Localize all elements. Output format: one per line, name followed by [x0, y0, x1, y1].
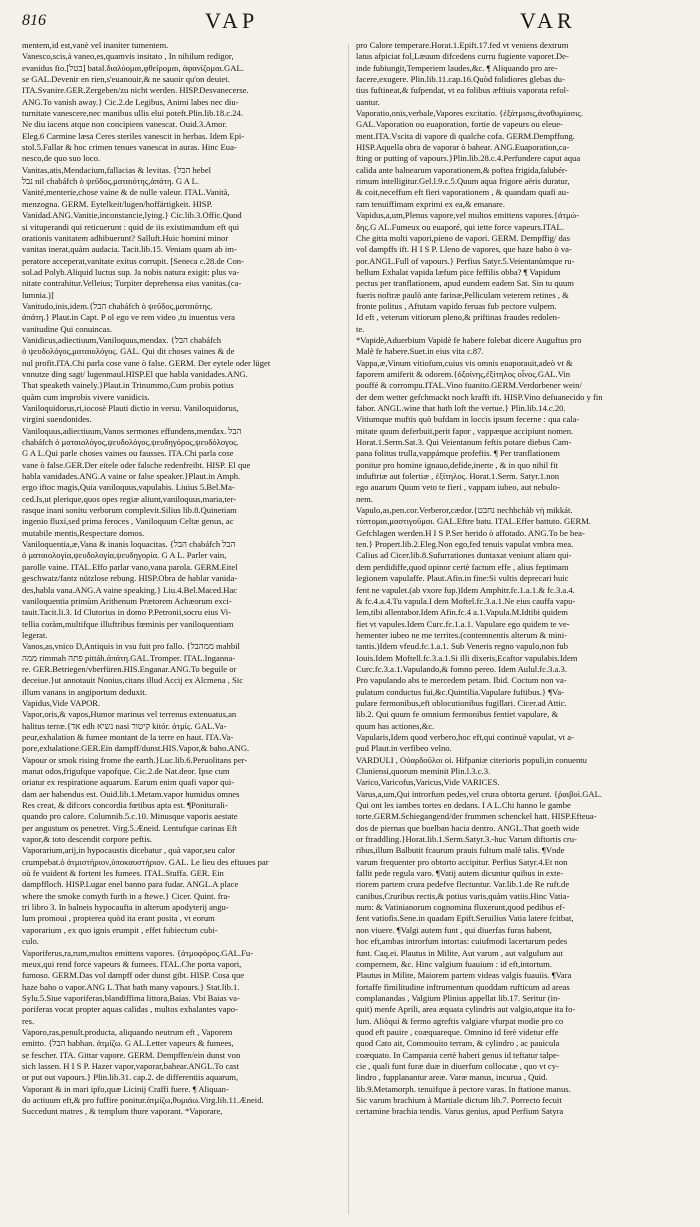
text-line: Varico,Varicofus,Varicus,Vide VARICES. [356, 777, 500, 788]
text-line: ὁ ψευδολόγος,ματαιολόγος. GAL. Qui dit choses vaines & de [22, 346, 235, 357]
text-line: te. [356, 323, 365, 334]
text-line: illum vanans in angiportum deduxit. [22, 686, 147, 697]
text-line: pectus per tranflationem, apud eundem eadem Sat. Sin tu quum [356, 278, 574, 289]
text-line: ergo iftoc magis,Quia vaniloquus,vapulabis. Liuius 5.Bel.Ma- [22, 482, 235, 493]
text-line: emitto. {הבל habhan. ἀτμίζω. G AL.Letter vapeurs & fumees, [22, 1038, 234, 1049]
text-line: se GAL.Devenir en rien,s'euanouir,& ne sauoir qu'on deuiet. [22, 74, 230, 85]
text-line: ponitur pro homine ignauo,defide,inerte , & in quo nihil fit [356, 459, 558, 470]
text-line: canibus,Cruribus rectis,& potius varis,quàm vatiis.Hinc Vatia- [356, 890, 570, 901]
text-line: Varus,a,um,Qui introrfum pedes,vel crura obtorta gerunt. {ῥαιβοὶ.GAL. [356, 788, 603, 799]
text-line: vaniloquentia primùm Arithenum Prætorem Achæorum exci- [22, 595, 232, 606]
text-line: τύπτομαι,μαστιγοῦμαι. GAL.Eftre batu. ITAL.Effer battuto. GERM. [356, 516, 591, 527]
text-line: tius fuftineat,& fufpendat, vt ea folibus æftiuis vaporata refol- [356, 85, 569, 96]
text-line: ingenio fluxi,sed prima feroces , Vaniloquum Celtæ genus, ac [22, 516, 234, 527]
text-line: vaporarium , ex quo ignis erumpit , effet fubiectum cubi- [22, 924, 218, 935]
text-line: haze baho o vapor.ANG L.That bath many vapours.} Stat.lib.1. [22, 981, 240, 992]
text-line: pore,exhalatione.GER.Ein dampff/dunst.HIS.Vapor,& baho.ANG. [22, 743, 250, 754]
text-line: ten.} Propert.lib.2.Eleg.Non ego,fed tenuis vapulat vmbra mea. [356, 539, 574, 550]
text-line: dam aer habendus est. Ouid.lib.1.Metam.vapor humidus omnes [22, 788, 240, 799]
text-line: où fe vuident & fortent les fumees. ITAL.Stuffa. GER. Ein [22, 868, 224, 879]
text-line: vnnutze ding sagt/ lugenmaul.HISP.El que habla vanidades.ANG. [22, 368, 248, 379]
text-line: geschwatz/fantz nützlose rebung. HISP.Obra de hablar vanida- [22, 573, 238, 584]
text-line: non viuere. ¶Valgi autem funt , qui diuerfas furas habent, [356, 924, 552, 935]
text-line: Ne diu iacens atque non concipiens vanescat. Ouid.3.Amor. [22, 119, 227, 130]
text-line: ram tenuiffimam exprimi ex ea,& emanare. [356, 198, 505, 209]
text-line: riorem partem crura pedefve flectuntur. Var.lib.1.de Re ruft.de [356, 879, 570, 890]
text-line: nitate contrahitur.Velleius; Turpiter deprehensa eius vanitas.(ca- [22, 278, 242, 289]
text-line: lum. Aliòqui & fermo agreftis valgiare vfurpat modie pro co [356, 1015, 564, 1026]
text-line: fent vatiofis.Sene.in quadam Epift.Seruilius Vatia latere fcitbat, [356, 913, 574, 924]
text-line: num: & Vatinianorum cognomina fluxerunt,quod pedibus ef- [356, 902, 566, 913]
text-line: virgini suendonides. [22, 414, 92, 425]
text-line: lib.2. Qui quum fe omnium fermonibus fentiet vapulare, & [356, 709, 559, 720]
text-line: vanitudine Qui conuincas. [22, 323, 112, 334]
text-line: Res creat, & difcors concordia fœtibus apta est. ¶Poniturali- [22, 800, 228, 811]
text-line: halitus terræ.{אד edh נשיא nasi קיטור kitór. ἀτμίς. GAL.Va- [22, 720, 227, 731]
text-line: quando pro calore. Columnib.5.c.10. Minusque vaporis aestate [22, 811, 238, 822]
text-line: Vaporiferus,ra,rum,multos emittens vapores. {ἀτμοφόρος.GAL.Fu- [22, 947, 254, 958]
text-line: ced.Is,ut plerique,quos opes regiæ aliunt,vaniloquus,maria,ter- [22, 493, 237, 504]
text-line: der dem wetter gefchmackt noch krafft ift. HISP.Vino defuanecido y fin [356, 391, 603, 402]
guide-word-left: VAP [205, 8, 259, 33]
text-line: Vanitudo,inis,idem.{הבל chabáfch ὁ ψεῦδος,ματαιότης. [22, 300, 213, 311]
text-line: turnitate vanescere,nec manibus ullis elui poteft.Plin.lib.18.c.24. [22, 108, 243, 119]
column-divider [348, 44, 349, 1214]
text-line: *Vapidè,Aduerbium Vapidè fe habere folebat dicere Auguftus pro [356, 334, 582, 345]
text-line: fortaffe fimilitudine inftrumentum quoddam rufticum ad areas [356, 981, 570, 992]
text-line: induftriæ aut folertiæ , ἐξίτηλος. Horat.1.Serm. Satyr.1.non [356, 471, 560, 482]
text-line: Iouis.Idem Moftell.fc.3.a.1.Si illi dixeris,Ecaftor vapulabis.Idem [356, 652, 578, 663]
text-line: vol dampffs ift. H I S P. Lleno de vapores, que haze baho ò va- [356, 244, 572, 255]
text-line: pouffé & corrompu.ITAL.Vino fuanito.GERM.Verdorbener wein/ [356, 380, 582, 391]
text-line: latus afpiciat fol,Læuum difcedens curru fugiente vaporet.De- [356, 51, 569, 62]
text-line: dem perdidiffe,quod opinor certè factum effe , alius feptimam [356, 561, 569, 572]
text-line: Curc.fc.3.a.1.Vapulando,& fomno pereo. Idem Aulul.fc.3.a.3. [356, 663, 567, 674]
text-line: Vanité,menterie,chose vaine & de nulle valeur. ITAL.Vanità, [22, 187, 230, 198]
text-line: ἀπάτη.} Plaut.in Capt. P ol ego ve rem video ,tu inuentus vera [22, 312, 235, 323]
text-line: facere,exugere. Plin.lib.11.cap.16.Quòd folidiores glebas du- [356, 74, 565, 85]
text-line: sich lassen. H I S P. Hazer vapor,vaporar,bahear.ANGL.To cast [22, 1060, 239, 1071]
text-line: lumnia.)] [22, 289, 54, 300]
text-line: parolle vaine. ITAL.Effo parlar vano,vana parola. GERM.Eitel [22, 561, 238, 572]
text-line: mentem,id est,vanè vel inaniter tumentem. [22, 40, 169, 50]
text-line: Plautus in Milite, Maiorem partem videas valgis fuauiis. ¶Vara [356, 970, 572, 981]
text-line: lindro , fupplanantur areæ. Varæ manus, incurua , Quid. [356, 1072, 548, 1083]
text-line: orationis vanitatem adhibuerunt? Salluft.Huic homini minor [22, 232, 229, 243]
text-line: Vaporant & in mari ipfo,quæ Licinij Craffi fuere. ¶ Aliquan- [22, 1083, 229, 1094]
text-line: rasque inani sonitu verborum complevit.Silius lib.8.Quinetiam [22, 505, 237, 516]
text-line: Succedunt matres , & templum thure vaporant. *Vaporare, [22, 1106, 223, 1117]
text-line: inde fubiungit,Temperiem laudes,&c. ¶ Aliquando pro are- [356, 62, 558, 73]
text-line: faporem amiferit & odorem.{ὀξοίνης,ἐξίτηλος οἶνος.GAL.Vin [356, 368, 571, 379]
text-line: vane ò false.GER.Der eitele oder falsche redenfreibt. HISP. El que [22, 459, 251, 470]
text-line: pud Plaut.in verfibeo velno. [356, 743, 452, 754]
text-line: Qui ont les iambes tortes en dedans. I A L.Chi hanno le gambe [356, 800, 571, 811]
text-line: do actiuum eft,& pro fuffire ponitur.ἀτμίζω,θυμιάω.Virg.lib.11.Æneid. [22, 1094, 264, 1105]
text-line: peur,exhalation & fumee montant de la terre en haut. ITA.Va- [22, 731, 234, 742]
text-line: hementer iubeo ne me territes.(contemnentis alterum & mini- [356, 629, 567, 640]
page-header [0, 6, 700, 40]
text-line: & fc.4.a.4.Tu vapula.I dem Moftel.fc.3.a.1.Ne eius cauffa vapu- [356, 595, 576, 606]
text-line: ITA.Svanire.GER.Zergeben/zu nicht werden. HISP.Desvanecerse. [22, 85, 249, 96]
text-line: Vapularis,Idem quod verbero,hoc eft,qui continuè vapulat, vt a- [356, 731, 574, 742]
guide-word-right: VAR [520, 8, 576, 33]
text-line: tellia coràm,multifque illuftribus fœminis per vaniloquentiam [22, 618, 234, 629]
text-line: tri libro 3. In balneis hypocaufta in alterum apodyterij angu- [22, 902, 229, 913]
text-line: legionem vapulaffe. Plaut.Afin.in fine:Si vultis deprecari huic [356, 573, 569, 584]
text-line: Vanidicus,adiectiuum,Vaniloquus,mendax. {הבל chabáfch [22, 334, 222, 345]
text-line: Vitiumque muftis quò bufdam in loccis ipsum fecerne : qua cala- [356, 414, 580, 425]
text-line: δης.G AL.Fumeux ou euaporé, qui iette force vapeurs.ITAL. [356, 221, 564, 232]
text-line: Vaporatio,onis,verbale,Vapores excitatio. {ἐξάτμισις,ἀναθυμίασις. [356, 108, 583, 119]
text-line: fueris noftræ paulò ante farinæ,Pelliculam veterem retines , & [356, 289, 569, 300]
text-line: poriferas vocat propter aquas calidas , multos exhalantes vapo- [22, 1004, 238, 1015]
text-line: certamine brachia tendis. Varus genius, apud Perfium Satyra [356, 1106, 564, 1117]
text-line: Cluniensi,quorum meminit Plin.l.3.c.3. [356, 766, 491, 776]
text-line: pulare fermonibus,eft oblocutionibus fugillari. Cicer.ad Attic. [356, 697, 567, 708]
text-line: re. GER.Betriegen/vberfüren.HIS.Enganar.ANG.To beguile or [22, 663, 237, 674]
text-line: manat odos,frigufque vapofque. Cic.2.de Nat.deor. Ipse cum [22, 766, 230, 776]
page-number: 816 [22, 12, 46, 29]
text-line: mutabile mentis,Respectare domos. [22, 527, 145, 538]
text-line: Vapidus,a,um,Plenus vapore,vel multos emittens vapores.{ἀτμώ- [356, 210, 580, 221]
text-line: oriatur ex respiratione aquarum. Earum enim quafi vapor qui- [22, 777, 235, 788]
text-line: des,habla vana.ANG.A vaine speaking.} Liu.4.Bel.Maced.Hac [22, 584, 238, 595]
text-line: Vapulo,as,pen.cor.Verberor,cædor.{נחבט nechbchàb νὴ mikkát. [356, 505, 573, 516]
text-line: nesco,de quo suo loco. [22, 153, 101, 164]
text-line: lum promoui , propterea quòd ita erant posita , vt eorum [22, 913, 215, 924]
text-line: Vanos,as,vnico D,Antiquis in vsu fuit pro fallo. {ממהבל mahbil [22, 641, 240, 652]
text-line: varum frequenter pro obtorto accipitur. Perfius Satyr.4.Et non [356, 856, 568, 867]
text-line: fumoso. GERM.Das vol dampff oder dunst gibt. HISP. Cosa que [22, 970, 245, 981]
text-line: res. [22, 1015, 35, 1026]
text-line: ὁ ματαιολογία,ψευδολογία,ψευδηγορία. G A L. Parler vain, [22, 550, 227, 561]
text-line: vapor,& toto descendit corpore peftis. [22, 834, 152, 845]
text-line: That speaketh vainely.}Plaut.in Trinummo,Cum probis potius [22, 380, 234, 391]
text-line: Vaporo,ras,penult.producta, aliquando neutrum eft , Vaporem [22, 1026, 233, 1037]
text-line: nul profit.ITA.Chi parla cose vane ò false. GERM. Der eytele oder lüget [22, 357, 271, 368]
text-line: Vapour or smok rising frome the earth.}Luc.lib.6.Peruolitans per- [22, 754, 248, 765]
left-column [22, 40, 340, 1220]
text-line: uantur. [356, 96, 380, 107]
text-line: Vaniloquus,adiectiuum,Vanos sermones effundens,mendax. הבל [22, 425, 242, 436]
text-line: VARDULI , Οὐαρδοῦλοι οἱ. Hifpaniæ citerioris populi,in conuentu [356, 754, 587, 765]
right-column [356, 40, 678, 1220]
text-line: quod eft pauire , coæquareque. Omnino id ferè videtur effe [356, 1026, 559, 1037]
text-line: ממה rimmah פתה pittáh.ἀπάτη.GAL.Tromper. ITAL.Inganna- [22, 652, 236, 663]
text-line: Vaporarium,arij,in hypocaustis dicebatur , quà vapor,seu calor [22, 845, 235, 856]
text-line: ment.ITA.Vscita di vapore di qualche cofa. GERM.Dempffung. [356, 130, 575, 141]
text-line: G A L.Qui parle choses vaines ou fausses. ITA.Chi parla cose [22, 448, 234, 459]
text-line: quàm cum improbis vivere vanidicis. [22, 391, 150, 402]
text-line: ribus,illum Balbutit fcaurum prauis fultum malè talis. ¶Vnde [356, 845, 565, 856]
text-line: Vanesco,scis,à vaneo,es,quamvis insitato , In nihilum redigor, [22, 51, 234, 62]
text-line: fronte politus , Aftutam vapido feruas fub pectore vulpem. [356, 300, 557, 311]
text-line: pana folitus trulla,vappámque profeftis. ¶ Per tranflationem [356, 448, 560, 459]
text-line: compernem, &c. Hinc valgium fuauium : id eft,intortum. [356, 958, 552, 969]
text-line: quod Cato ait, Commouito terram, & cylindro , ac pauicula [356, 1038, 560, 1049]
text-line: ANG.To vanish away.} Cic.2.de Legibus, Animi labes nec diu- [22, 96, 239, 107]
text-line: deceiue.}ut annotauit Nonius,citans illud Accij ex Alcmena , Sic [22, 675, 244, 686]
text-line: dos de piernas que buelban hacia dentro. ANGL.That goeth wide [356, 822, 580, 833]
text-line: pulatum conductus fui,&c.Quintilia.Vapulare fuftibus.} ¶Va- [356, 686, 565, 697]
text-line: chabáfch ὁ ματαιολόγος,ψευδολόγος,ψευδηγόρος,ψευδόλογος. [22, 437, 239, 448]
text-line: pro Calore temperare.Horat.1.Epift.17.fed vt veniens dextrum [356, 40, 569, 50]
text-line: coæquato. In Campania certè haberi genus id teftatur talpe- [356, 1049, 560, 1060]
text-line: HISP.Aquella obra de vaporar ò bahear. ANG.Euaporation,ca- [356, 142, 570, 153]
text-line: sol.ad Polyb.Aliquid luctus sup. Ja nobis natura exigit: plus va- [22, 266, 240, 277]
text-line: Che gitta molti vapori,pieno de vapori. GERM. Dempffig/ das [356, 232, 570, 243]
text-line: hoc eft,ambas introrfum intortas: cuiufmodi lacertarum pedes [356, 936, 568, 947]
text-line: vanitas inerat,quàm audacia. Tacit.lib.15. Veniam quam ab im- [22, 244, 237, 255]
text-line: fallit pede regula varo. ¶Vatij autem dicuntur quibus in exte- [356, 868, 564, 879]
text-line: culo. [22, 936, 39, 947]
text-line: lem,tibi allentabor.Idem Afin.fc.4 a.1.Vapula.M.Idtibi quidem [356, 607, 568, 618]
text-line: quum has actiones,&c. [356, 720, 435, 731]
text-line: complanandas , Valgium Plinius appellat lib.17. Seritur (in- [356, 992, 561, 1003]
text-line: tantis.)Idem vfeud.fc.1.a.1. Sub Veneris regno vapulo,non fub [356, 641, 569, 652]
text-line: mitate quum deferbuit,perit fapor , vappæque accipiunt nomen. [356, 425, 574, 436]
text-line: or ftraddling.}Horat.lib.1.Serm.Satyr.3.-huc Varum diftortis cru- [356, 834, 577, 845]
text-line: Vapor,oris,& vapos,Humor marinus vel terrenus extenuatus,an [22, 709, 237, 720]
text-line: stol.5.Fallar & hoc crimen tenues vanescat in auras. Hinc Eua- [22, 142, 237, 153]
text-line: se fescher. ITA. Gittar vapore. GERM. Dempffen/ein dunst von [22, 1049, 241, 1060]
text-line: fting or putting of vapours.}Plin.lib.28.c.4.Perfundere caput aqua [356, 153, 581, 164]
text-line: cie , quali funt furæ duæ in diuerfum collocatæ , quo vt cy- [356, 1060, 559, 1071]
text-line: fiet vt vapules.Idem Curc.fc.1.a.1. Vapulare ego quidem te ve- [356, 618, 570, 629]
text-line: Sylu.5.Siue vaporiferas,blandiffima littora,Baias. Vbi Baias va- [22, 992, 240, 1003]
text-line: GAL.Vaporation ou euaporation, fortie de vapeurs ou eleue- [356, 119, 563, 130]
text-line: si vituperandi qui reticuerunt : quid de iis existimandum eft qui [22, 221, 240, 232]
text-line: nem. [356, 493, 373, 504]
text-line: fent ne vapulet.(ab vxore fup.)Idem Amphitr.fc.1.a.1.& fc.3.a.4. [356, 584, 575, 595]
text-line: ego auarum Quum veto te fieri , vappam iubeo, aut nebulo- [356, 482, 560, 493]
text-line: rimum intelligitur.Gel.l.9.c.5.Quum aqua frigore aëris duratur, [356, 176, 570, 187]
text-line: lib.9.Metamorph. tenuifque à pectore varas. In ftatione manus. [356, 1083, 571, 1094]
text-line: Pro vapulando abs te mercedem petam. Ibid. Coctum non va- [356, 675, 567, 686]
text-line: fabor. ANGL.wine that hath loft the vertue.} Plin.lib.14.c.20. [356, 403, 566, 413]
text-line: tauit.Tacit.li.3. Id Clutorius in domo P.Petronii,socru eius Vi- [22, 607, 232, 618]
text-line: quit) menfe Aprili, area æquata cylindris aut valgio,atque ita fo- [356, 1004, 576, 1015]
text-line: torte.GERM.Schiegangend/der frummen schenckel hatt. HISP.Efteua- [356, 811, 597, 822]
text-line: נבל nil chabáfch ὁ ψεῦδος,ματαιότης,ἀπάτη. G A L. [22, 176, 200, 187]
text-line: Vaniloquentia,æ,Vana & inanis loquacitas. {הבל chabáfch הבל [22, 539, 236, 550]
text-line: or put out vapours.} Plin.lib.31. cap.2. de differentiis aquarum, [22, 1072, 239, 1083]
text-line: dampffloch. HISP.Lugar enel banno para fudar. ANGL.A place [22, 879, 239, 890]
text-line: Gefchlagen werden.H I S P.Ser herido ò affotado. ANG.To be bea- [356, 527, 585, 538]
text-line: Eleg.6 Carmine læsa Ceres steriles vanescit in herbas. Idem Epi- [22, 130, 245, 141]
text-line: peratore acceperat,vanitate exitus corrupit. [Seneca c.28.de Con- [22, 255, 244, 266]
text-line: Vaniloquidorus,ri,iocosè Plauti dictio in versu. Vaniloquidorus, [22, 403, 239, 413]
text-line: per angustum os penetret. Virg.5.Æneid. Lentufque carinas Eft [22, 822, 238, 833]
text-line: calida ante balnearum vaporationem,& poftea frigida,falubér- [356, 164, 568, 175]
text-line: & coit,neceffum eft fieri vaporationem , & quandam quafi au- [356, 187, 569, 198]
text-line: Malè fe habere.Suet.in eius vita c.87. [356, 346, 484, 357]
text-line: Sic varum brachium à Martiale dictum lib.7. Porrecto fecuit [356, 1094, 562, 1105]
text-line: Vapidus,Vide VAPOR. [22, 697, 101, 708]
text-line: menzogna. GERM. Eytelkeit/lugen/hoffärtigkeit. HISP. [22, 198, 213, 209]
text-line: meux,qui rend force vapeurs & fumees. ITAL.Che porta vapori, [22, 958, 242, 969]
text-line: bellum Exhalat vapida læfum pice feffilis obba? ¶ Vapidum [356, 266, 561, 277]
text-line: Calius ad Cicer.lib.8.Sufurrationes duntaxat veniunt aliam qui- [356, 550, 572, 561]
text-line: Id eft , veterum vitiorum pleno,& priftinas fraudes redolen- [356, 312, 560, 323]
text-line: por.ANGL.Full of vapours.} Perfius Satyr.5.Veientanùmque ru- [356, 255, 575, 266]
text-line: funt. Caq.ei. Plautus in Milite, Aut varum , aut valgulum aut [356, 947, 563, 958]
text-line: Vanitas,atis,Mendacium,fallacias & levitas. {הבל hebel [22, 164, 212, 175]
text-line: legerat. [22, 629, 48, 640]
text-line: where the smoke comyth furth in a ftewe.} Cicer. Quint. fra- [22, 890, 231, 901]
text-line: Vanidad.ANG.Vanitie,inconstancie,lying.} Cic.lib.3.Offic.Quod [22, 210, 242, 221]
text-line: habla vanidades.ANG.A vaine or false speaker.}Plaut.in Amph. [22, 471, 241, 482]
text-line: evanidus fio.[בטל] batal.διαλύομαι,φθείρομαι, ἀφανίζομαι.GAL. [22, 62, 244, 73]
text-line: Horat.1.Serm.Sat.3. Qui Veientanum feftis potare diebus Cam- [356, 437, 572, 448]
text-line: crumpebat.ὁ ἀτμιστήριον,ὑποκαυστήριον. GAL. Le lieu des eftuues par [22, 856, 269, 867]
text-line: Vappa,æ,Vinum vitiofum,cuius vis omnis euaporauit,adeò vt & [356, 357, 573, 368]
